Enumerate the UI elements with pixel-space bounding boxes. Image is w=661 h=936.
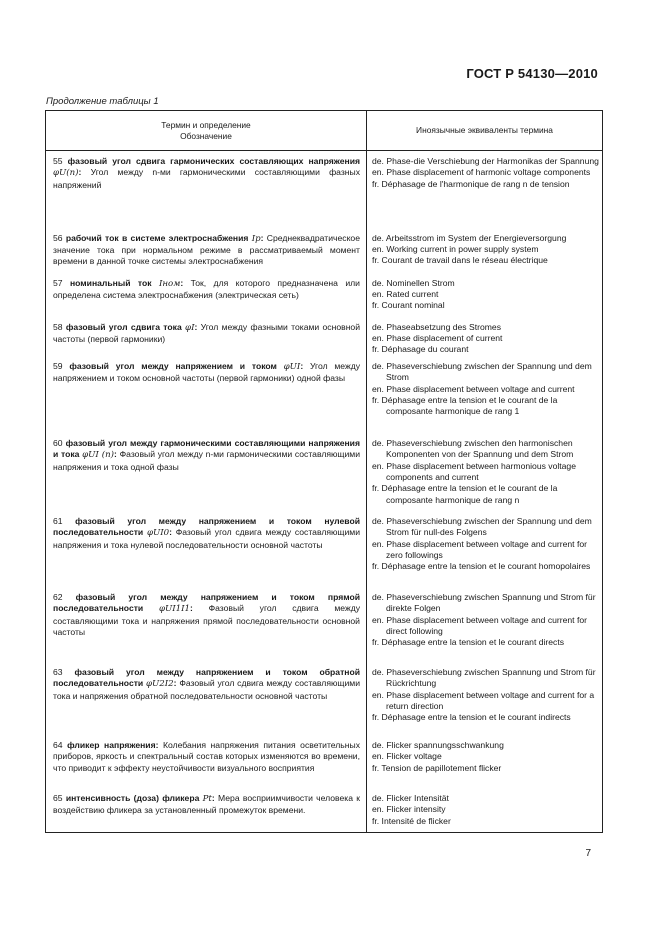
equivalent-term: fr. Déphasage entre la tension et le courant de la composante harmonique de rang n (372, 483, 558, 505)
term-cell: 64 фликер напряжения: Колебания напряжения питания осветительных приборов, яркость и спектральный состав которых изменяются во времени, что приводит к эффекту неустойчивости визуального восприятия (46, 735, 367, 788)
equivalents-cell (367, 151, 603, 224)
table-row (46, 509, 603, 585)
terms-table (45, 110, 603, 833)
equivalent-term: en. Rated current (372, 288, 439, 299)
term-definition: Фазовый угол сдвига между составляющими напряжения и тока нулевой последовательности основной частоты (53, 527, 361, 550)
term-number: 62 (53, 591, 63, 602)
equivalent-term: en. Phase displacement of current (372, 332, 503, 343)
equivalent-term: fr. Déphasage entre la tension et le courant de la composante harmonique de rang 1 (372, 394, 558, 417)
table-row (46, 788, 603, 833)
term-definition: Угол между напряжением и током основной частоты (первой гармоники) одной фазы (53, 360, 361, 384)
equivalents-cell (367, 585, 603, 660)
equivalent-term: de. Phaseverschiebung zwischen der Spannung und dem Strom für null-des Folgens (372, 515, 592, 538)
equivalent-term: en. Phase displacement of harmonic voltage components (372, 167, 591, 178)
term-definition: Фазовый угол сдвига между составляющими тока и напряжения прямой последовательности основной частоты (53, 603, 361, 637)
term-cell: 62 фазовый угол между напряжением и током прямой последовательности φUI1I1: Фазовый угол сдвига между составляющими тока и напряжения прямой последовательности основной частоты (46, 585, 367, 660)
equivalent-term: fr. Courant de travail dans le réseau électrique (372, 255, 548, 266)
equivalent-term: fr. Déphasage entre la tension et le courant indirects (372, 712, 571, 723)
term-symbol: Pt (202, 793, 212, 804)
equivalent-term: de. Phaseabsetzung des Stromes (372, 321, 501, 332)
equivalents-cell (367, 275, 603, 315)
equivalents-cell (367, 509, 603, 585)
header-symbol-label: Обозначение (180, 130, 232, 141)
term-definition: Среднеквадратическое значение тока при нормальном режиме в рассматриваемый момент времени в данной точке системы электроснабжения (53, 232, 360, 267)
equivalent-term: en. Flicker voltage (372, 751, 442, 762)
term-definition: Мера восприимчивости человека к воздействию фликера за установленный промежуток времени. (53, 792, 361, 816)
term-definition: Фазовый угол между n-ми гармоническими составляющими напряжения и тока одной фазы (53, 449, 361, 472)
term-symbol: φUI1I1 (158, 604, 190, 615)
term-symbol: φU(n) (53, 168, 79, 179)
term-number: 60 (53, 437, 63, 448)
term-number: 58 (53, 321, 63, 332)
header-term-cell (46, 111, 367, 151)
term-cell: 58 фазовый угол сдвига тока φI: Угол между фазными токами основной частоты (первой гармоники) (46, 315, 367, 356)
table-row (46, 433, 603, 509)
equivalent-term: en. Phase displacement between harmonious voltage components and current (372, 460, 576, 482)
term-cell: 57 номинальный ток Iном: Ток, для которого предназначена или определена система электроснабжения (электрическая сеть) (46, 275, 367, 315)
term-symbol: φUI (n) (82, 450, 115, 461)
term-name: фазовый угол между напряжением и током (69, 360, 277, 371)
equivalents-cell (367, 433, 603, 509)
equivalent-term: de. Phaseverschiebung zwischen Spannung und Strom für direkte Folgen (372, 591, 596, 614)
term-definition: Колебания напряжения питания осветительных приборов, яркость и спектральный состав которых изменяются во времени, что приводит к эффекту неустойчивости визуального восприятия (53, 739, 360, 773)
term-number: 55 (53, 156, 63, 166)
equivalent-term: en. Working current in power supply system (372, 243, 539, 254)
term-name: фазовый угол сдвига гармонических составляющих напряжения (67, 156, 361, 166)
equivalent-term: de. Flicker spannungsschwankung (372, 739, 504, 750)
term-symbol: Iном (158, 278, 181, 289)
term-cell: 61 фазовый угол между напряжением и током нулевой последовательности φUI0: Фазовый угол сдвига между составляющими напряжения и тока нулевой последовательности основной частоты (46, 509, 367, 585)
term-cell: 60 фазовый угол между гармоническими составляющими напряжения и тока φUI (n): Фазовый угол между n-ми гармоническими составляющими напряжения и тока одной фазы (46, 433, 367, 509)
table-row (46, 151, 603, 224)
term-number: 65 (53, 792, 63, 803)
page-number: 7 (585, 848, 591, 859)
table-row (46, 275, 603, 315)
term-name: фазовый угол сдвига тока (65, 321, 182, 332)
term-definition: Угол между n-ми гармоническими составляющими фазных напряжений (53, 167, 361, 190)
term-name: рабочий ток в системе электроснабжения (65, 232, 249, 243)
equivalent-term: fr. Intensité de flicker (372, 815, 451, 826)
term-number: 59 (53, 360, 63, 371)
term-number: 57 (53, 277, 63, 288)
table-continuation-label: Продолжение таблицы 1 (46, 96, 159, 107)
equivalent-term: de. Nominellen Strom (372, 277, 455, 288)
term-name: фазовый угол между напряжением и током нулевой последовательности (53, 515, 361, 538)
term-cell: 65 интенсивность (доза) фликера Pt: Мера восприимчивости человека к воздействию фликера за установленный промежуток времени. (46, 788, 367, 833)
term-cell: 55 фазовый угол сдвига гармонических составляющих напряжения φU(n): Угол между n-ми гармоническими составляющими фазных напряжений (46, 151, 367, 224)
equivalent-term: fr. Déphasage entre la tension et le courant directs (372, 637, 565, 648)
equivalent-term: fr. Tension de papillotement flicker (372, 762, 502, 773)
table-row (46, 315, 603, 356)
term-name: фликер напряжения (67, 739, 156, 750)
table-row (46, 660, 603, 735)
equivalent-term: de. Phaseverschiebung zwischen Spannung und Strom für Rückrichtung (372, 666, 596, 689)
term-number: 64 (53, 739, 63, 750)
term-symbol: Ip (251, 233, 261, 244)
equivalents-cell (367, 660, 603, 735)
equivalents-cell (367, 788, 603, 833)
equivalent-term: de. Arbeitsstrom im System der Energieversorgung (372, 232, 567, 243)
equivalent-term: de. Phaseverschiebung zwischen der Spannung und dem Strom (372, 360, 592, 383)
equivalent-term: en. Phase displacement between voltage and current for direct following (372, 614, 587, 636)
term-cell: 59 фазовый угол между напряжением и током φUI: Угол между напряжением и током основной частоты (первой гармоники) одной фазы (46, 356, 367, 433)
table-row (46, 356, 603, 433)
term-cell: 56 рабочий ток в системе электроснабжения Ip: Среднеквадратическое значение тока при нормальном режиме в рассматриваемый момент времени в данной точке системы электроснабжения (46, 224, 367, 275)
term-cell: 63 фазовый угол между напряжением и током обратной последовательности φU2I2: Фазовый угол сдвига между составляющими тока и напряжения обратной последовательности основной частоты (46, 660, 367, 735)
equivalent-term: fr. Déphasage entre la tension et le courant homopolaires (372, 561, 591, 572)
equivalent-term: fr. Déphasage de l'harmonique de rang n de tension (372, 178, 570, 189)
term-symbol: φI (185, 322, 195, 333)
equivalents-cell (367, 315, 603, 356)
term-name: интенсивность (доза) фликера (65, 792, 200, 803)
table-header-row (46, 111, 603, 151)
term-number: 61 (53, 515, 63, 526)
header-equivalents-label: Иноязычные эквиваленты термина (367, 111, 603, 151)
term-number: 63 (53, 666, 63, 677)
equivalents-cell (367, 224, 603, 275)
equivalents-cell (367, 735, 603, 788)
equivalent-term: de. Flicker Intensität (372, 792, 449, 803)
term-name: фазовый угол между напряжением и током обратной последовательности (53, 666, 360, 689)
equivalent-term: de. Phaseverschiebung zwischen den harmonischen Komponenten von der Spannung und dem Strom (372, 437, 574, 460)
equivalent-term: en. Phase displacement between voltage and current for zero followings (372, 538, 587, 560)
table-row (46, 735, 603, 788)
table-row (46, 585, 603, 660)
term-name: фазовый угол между гармоническими составляющими напряжения и тока (53, 437, 360, 460)
standard-designation: ГОСТ Р 54130—2010 (466, 66, 598, 81)
term-symbol: φU2I2 (146, 679, 174, 690)
equivalent-term: en. Flicker intensity (372, 804, 446, 815)
equivalent-term: fr. Déphasage du courant (372, 344, 469, 355)
equivalent-term: de. Phase-die Verschiebung der Harmonikas der Spannung (372, 156, 599, 166)
equivalent-term: en. Phase displacement between voltage and current for a return direction (372, 689, 595, 711)
term-name: фазовый угол между напряжением и током прямой последовательности (53, 591, 360, 614)
term-definition: Угол между фазными токами основной частоты (первой гармоники) (53, 321, 361, 344)
term-symbol: φUI (283, 361, 301, 372)
equivalents-cell (367, 356, 603, 433)
term-definition: Ток, для которого предназначена или определена система электроснабжения (электрическая сеть) (53, 277, 360, 300)
table-row (46, 224, 603, 275)
header-term-label: Термин и определение (161, 119, 251, 130)
term-number: 56 (53, 232, 63, 243)
equivalent-term: en. Phase displacement between voltage and current (372, 383, 575, 394)
term-definition: Фазовый угол сдвига между составляющими тока и напряжения обратной последовательности основной частоты (53, 678, 360, 701)
term-name: номинальный ток (69, 277, 152, 288)
equivalent-term: fr. Courant nominal (372, 300, 445, 311)
term-symbol: φUI0 (146, 528, 170, 539)
